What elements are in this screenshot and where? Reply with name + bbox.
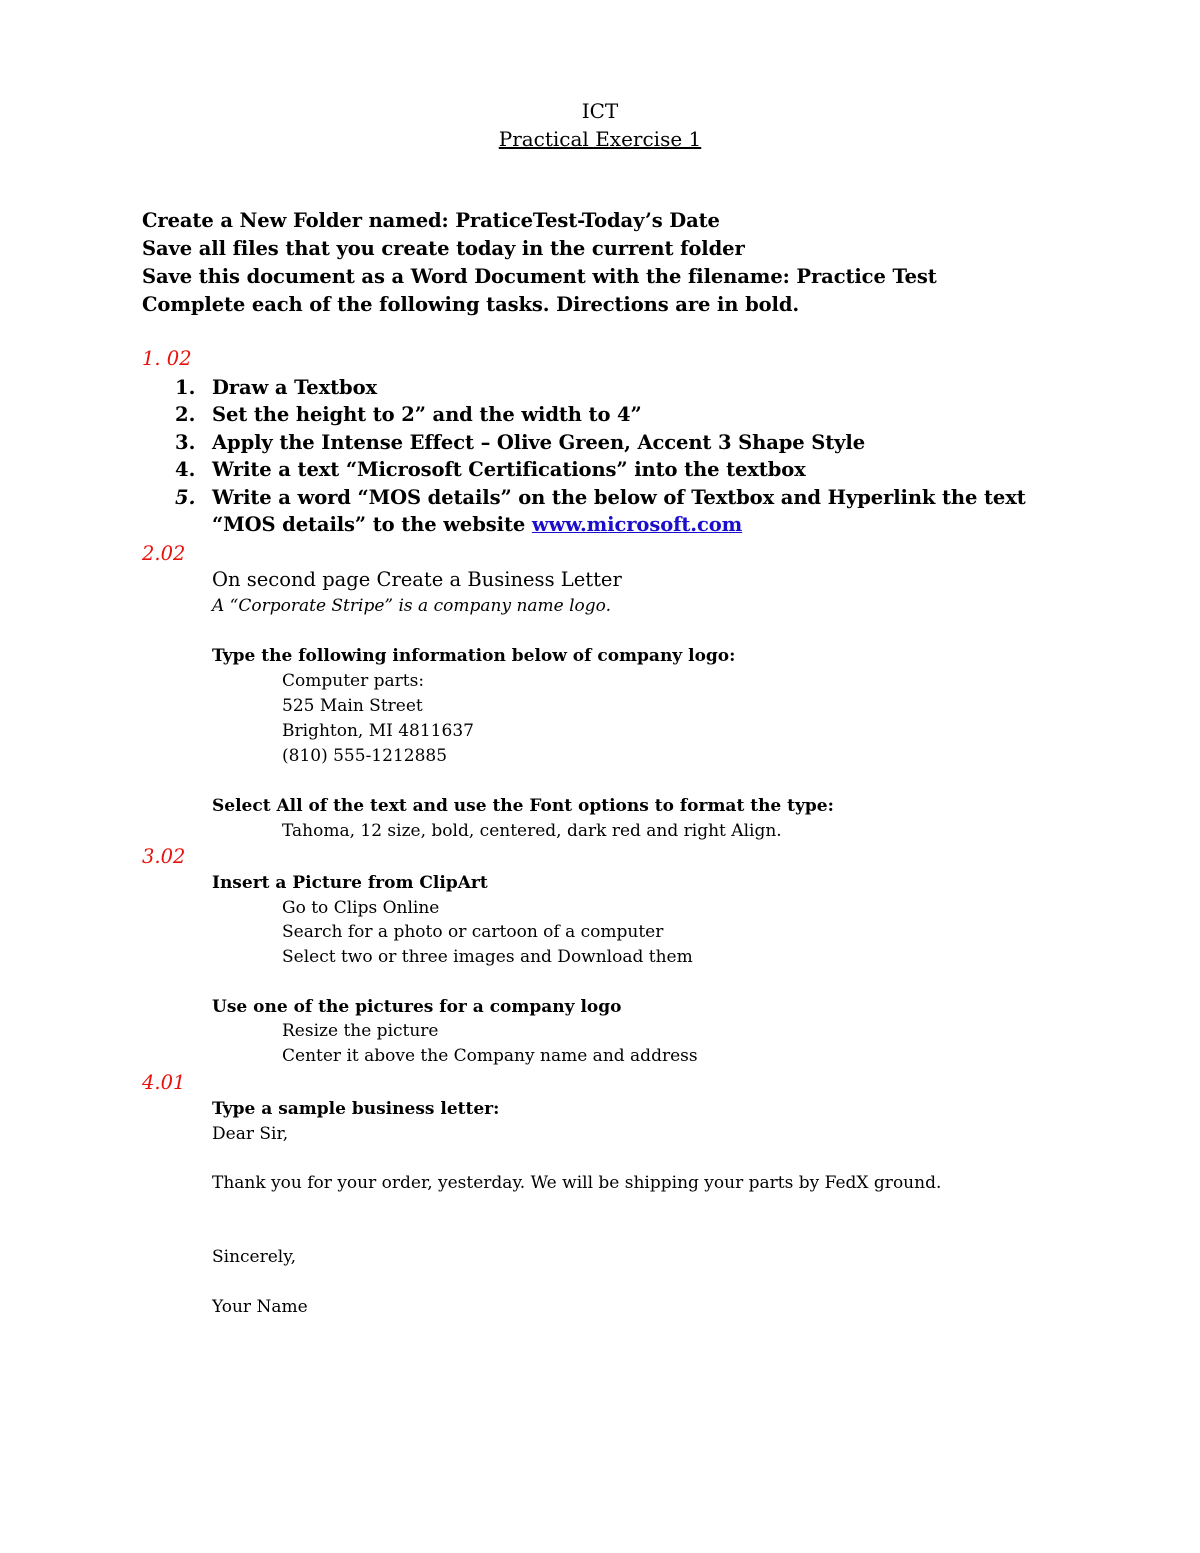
letter-signature-name: Your Name (212, 1297, 308, 1317)
address-line: (810) 555-1212885 (282, 746, 448, 766)
sample-letter-heading: Type a sample business letter: (212, 1099, 500, 1119)
address-line: Brighton, MI 4811637 (282, 721, 474, 741)
task-item: Write a text “Microsoft Certifications” into the textbox (212, 458, 806, 481)
insert-step: Select two or three images and Download them (282, 947, 693, 967)
item-number: 3. (175, 431, 196, 454)
select-text-heading: Select All of the text and use the Font options to format the type: (212, 796, 834, 816)
logo-step: Center it above the Company name and address (282, 1046, 698, 1066)
intro-line: Save all files that you create today in the current folder (142, 237, 745, 260)
address-line: 525 Main Street (282, 696, 423, 716)
document-title: ICT (581, 99, 619, 123)
task-item-continued (212, 513, 742, 536)
item-number: 2. (175, 403, 196, 426)
insert-picture-heading: Insert a Picture from ClipArt (212, 873, 488, 893)
font-format-detail: Tahoma, 12 size, bold, centered, dark red and right Align. (282, 821, 782, 841)
intro-line: Complete each of the following tasks. Directions are in bold. (142, 293, 800, 316)
address-line: Computer parts: (282, 671, 425, 691)
task-item: Draw a Textbox (212, 376, 377, 399)
section-2-label: 2.02 (142, 542, 186, 565)
business-letter-heading: On second page Create a Business Letter (212, 568, 622, 591)
intro-line: Create a New Folder named: PraticeTest-Today’s Date (142, 209, 720, 232)
section-3-label: 3.02 (142, 845, 186, 868)
task-item: Apply the Intense Effect – Olive Green, Accent 3 Shape Style (212, 431, 866, 454)
logo-step: Resize the picture (282, 1021, 439, 1041)
item-number: 5. (175, 486, 196, 509)
section-1-label: 1. 02 (142, 347, 192, 370)
item-number: 4. (175, 458, 196, 481)
microsoft-hyperlink[interactable]: www.microsoft.com (531, 513, 743, 536)
type-info-heading: Type the following information below of company logo: (212, 646, 736, 666)
task-item: Write a word “MOS details” on the below of Textbox and Hyperlink the text (212, 486, 1026, 509)
insert-step: Go to Clips Online (282, 898, 440, 918)
company-logo-heading: Use one of the pictures for a company logo (212, 997, 622, 1017)
subtitle-text: Practical Exercise 1 (498, 127, 702, 151)
item5-continued-text: “MOS details” to the website (212, 513, 532, 536)
document-subtitle (0, 127, 1200, 151)
logo-caption: A “Corporate Stripe” is a company name logo. (212, 596, 612, 616)
letter-greeting: Dear Sir, (212, 1124, 289, 1144)
letter-body: Thank you for your order, yesterday. We will be shipping your parts by FedX ground. (212, 1173, 942, 1193)
insert-step: Search for a photo or cartoon of a computer (282, 922, 664, 942)
item-number: 1. (175, 376, 196, 399)
task-item: Set the height to 2” and the width to 4” (212, 403, 642, 426)
section-4-label: 4.01 (142, 1071, 186, 1094)
letter-closing: Sincerely, (212, 1247, 296, 1267)
intro-line: Save this document as a Word Document with the filename: Practice Test (142, 265, 937, 288)
